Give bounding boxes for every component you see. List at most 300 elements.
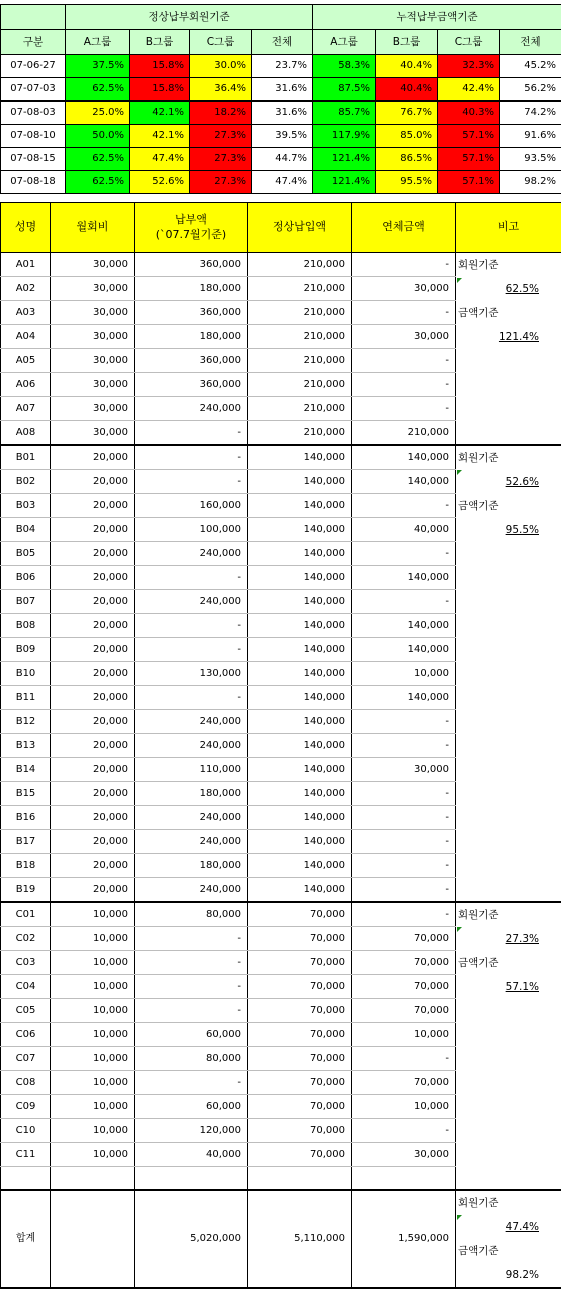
monthly-fee: 20,000 xyxy=(51,782,135,806)
summary-rate: 45.2% xyxy=(500,55,561,78)
overdue-amount: - xyxy=(352,854,456,878)
overdue-amount: - xyxy=(352,253,456,277)
summary-rate: 121.4% xyxy=(313,171,376,194)
monthly-fee: 20,000 xyxy=(51,470,135,494)
paid-amount: 240,000 xyxy=(135,710,248,734)
column-header: 구분 xyxy=(1,30,66,55)
monthly-fee: 30,000 xyxy=(51,253,135,277)
monthly-fee: 30,000 xyxy=(51,301,135,325)
remark-amount-basis-label: 금액기준 xyxy=(458,301,559,325)
paid-amount: 240,000 xyxy=(135,734,248,758)
blank-cell xyxy=(456,1167,561,1191)
normal-amount: 140,000 xyxy=(248,518,352,542)
monthly-fee: 20,000 xyxy=(51,518,135,542)
summary-rate: 42.1% xyxy=(130,101,190,125)
blank-cell xyxy=(248,1167,352,1191)
summary-row xyxy=(1,125,561,148)
normal-amount: 70,000 xyxy=(248,1143,352,1167)
paid-amount: 180,000 xyxy=(135,325,248,349)
remark-amount-basis-rate: 98.2% xyxy=(458,1263,559,1287)
summary-rate: 117.9% xyxy=(313,125,376,148)
group-header-amount-basis: 누적납부금액기준 xyxy=(313,5,561,30)
overdue-amount: 30,000 xyxy=(352,758,456,782)
member-name: C05 xyxy=(1,999,51,1023)
monthly-fee: 20,000 xyxy=(51,614,135,638)
member-name: B14 xyxy=(1,758,51,782)
member-name: B02 xyxy=(1,470,51,494)
summary-rate: 62.5% xyxy=(66,148,130,171)
remark-amount-basis-label: 금액기준 xyxy=(458,1239,559,1263)
summary-rate: 40.4% xyxy=(376,55,438,78)
summary-row xyxy=(1,101,561,125)
member-name: C08 xyxy=(1,1071,51,1095)
total-monthly-fee xyxy=(51,1190,135,1288)
normal-amount: 70,000 xyxy=(248,999,352,1023)
member-name: A08 xyxy=(1,421,51,446)
member-name: B08 xyxy=(1,614,51,638)
monthly-fee: 20,000 xyxy=(51,542,135,566)
normal-amount: 210,000 xyxy=(248,397,352,421)
member-name: B09 xyxy=(1,638,51,662)
normal-amount: 140,000 xyxy=(248,638,352,662)
normal-amount: 210,000 xyxy=(248,373,352,397)
paid-amount: 120,000 xyxy=(135,1119,248,1143)
summary-rate: 39.5% xyxy=(252,125,313,148)
comment-marker-icon xyxy=(457,470,462,475)
paid-amount: 240,000 xyxy=(135,542,248,566)
monthly-fee: 20,000 xyxy=(51,758,135,782)
member-name: C01 xyxy=(1,902,51,927)
remark-member-basis-rate: 62.5% xyxy=(458,277,559,301)
header-name: 성명 xyxy=(1,203,51,253)
paid-amount: 40,000 xyxy=(135,1143,248,1167)
monthly-fee: 10,000 xyxy=(51,1143,135,1167)
paid-amount: 130,000 xyxy=(135,662,248,686)
paid-amount: 240,000 xyxy=(135,397,248,421)
total-paid-amount: 5,020,000 xyxy=(135,1190,248,1288)
blank-cell xyxy=(352,1167,456,1191)
paid-amount: 60,000 xyxy=(135,1095,248,1119)
overdue-amount: - xyxy=(352,734,456,758)
overdue-amount: 40,000 xyxy=(352,518,456,542)
member-name: B05 xyxy=(1,542,51,566)
summary-rate: 40.3% xyxy=(438,101,500,125)
member-name: B18 xyxy=(1,854,51,878)
normal-amount: 210,000 xyxy=(248,301,352,325)
summary-rate: 86.5% xyxy=(376,148,438,171)
normal-amount: 70,000 xyxy=(248,902,352,927)
header-text-line: (`07.7월기준) xyxy=(156,228,226,241)
summary-rate: 31.6% xyxy=(252,78,313,102)
overdue-amount: - xyxy=(352,397,456,421)
summary-rate: 37.5% xyxy=(66,55,130,78)
column-header: C그룹 xyxy=(438,30,500,55)
paid-amount: 360,000 xyxy=(135,349,248,373)
member-name: A02 xyxy=(1,277,51,301)
monthly-fee: 10,000 xyxy=(51,1047,135,1071)
header-paid-amount xyxy=(135,203,248,253)
comment-marker-icon xyxy=(457,927,462,932)
summary-row xyxy=(1,78,561,102)
member-name: B06 xyxy=(1,566,51,590)
ledger-table xyxy=(0,202,561,1289)
monthly-fee: 10,000 xyxy=(51,902,135,927)
member-name: C06 xyxy=(1,1023,51,1047)
monthly-fee: 20,000 xyxy=(51,662,135,686)
monthly-fee: 10,000 xyxy=(51,1095,135,1119)
monthly-fee: 20,000 xyxy=(51,686,135,710)
normal-amount: 140,000 xyxy=(248,614,352,638)
monthly-fee: 10,000 xyxy=(51,975,135,999)
overdue-amount: - xyxy=(352,373,456,397)
member-name: B01 xyxy=(1,445,51,470)
member-name: B04 xyxy=(1,518,51,542)
summary-rate: 98.2% xyxy=(500,171,561,194)
normal-amount: 70,000 xyxy=(248,951,352,975)
remarks-cell xyxy=(456,445,561,902)
summary-rate: 27.3% xyxy=(190,171,252,194)
summary-rate: 57.1% xyxy=(438,148,500,171)
paid-amount: - xyxy=(135,951,248,975)
paid-amount: - xyxy=(135,445,248,470)
total-label: 합계 xyxy=(1,1190,51,1288)
overdue-amount: 210,000 xyxy=(352,421,456,446)
overdue-amount: - xyxy=(352,830,456,854)
paid-amount: - xyxy=(135,1071,248,1095)
overdue-amount: 30,000 xyxy=(352,1143,456,1167)
normal-amount: 140,000 xyxy=(248,782,352,806)
monthly-fee: 20,000 xyxy=(51,734,135,758)
monthly-fee: 30,000 xyxy=(51,397,135,421)
normal-amount: 140,000 xyxy=(248,470,352,494)
ledger-row xyxy=(1,902,561,927)
paid-amount: - xyxy=(135,638,248,662)
paid-amount: - xyxy=(135,470,248,494)
overdue-amount: - xyxy=(352,806,456,830)
summary-rate: 76.7% xyxy=(376,101,438,125)
blank-cell xyxy=(51,1167,135,1191)
normal-amount: 140,000 xyxy=(248,854,352,878)
remark-amount-basis-label: 금액기준 xyxy=(458,951,559,975)
summary-rate: 57.1% xyxy=(438,171,500,194)
paid-amount: 240,000 xyxy=(135,878,248,903)
header-normal-amount: 정상납입액 xyxy=(248,203,352,253)
summary-rate: 40.4% xyxy=(376,78,438,102)
overdue-amount: - xyxy=(352,301,456,325)
summary-row xyxy=(1,171,561,194)
summary-date: 07-07-03 xyxy=(1,78,66,102)
overdue-amount: - xyxy=(352,494,456,518)
summary-rate: 42.1% xyxy=(130,125,190,148)
member-name: B11 xyxy=(1,686,51,710)
column-header: B그룹 xyxy=(130,30,190,55)
monthly-fee: 30,000 xyxy=(51,277,135,301)
summary-rate: 50.0% xyxy=(66,125,130,148)
summary-rate: 27.3% xyxy=(190,148,252,171)
comment-marker-icon xyxy=(457,1215,462,1220)
paid-amount: 110,000 xyxy=(135,758,248,782)
overdue-amount: 140,000 xyxy=(352,614,456,638)
member-name: B15 xyxy=(1,782,51,806)
total-normal-amount: 5,110,000 xyxy=(248,1190,352,1288)
overdue-amount: 10,000 xyxy=(352,1095,456,1119)
paid-amount: - xyxy=(135,686,248,710)
paid-amount: 240,000 xyxy=(135,830,248,854)
summary-rate: 47.4% xyxy=(130,148,190,171)
column-header: A그룹 xyxy=(66,30,130,55)
monthly-fee: 20,000 xyxy=(51,878,135,903)
corner-cell xyxy=(1,5,66,30)
member-name: B17 xyxy=(1,830,51,854)
normal-amount: 140,000 xyxy=(248,590,352,614)
normal-amount: 140,000 xyxy=(248,662,352,686)
ledger-header-row xyxy=(1,203,561,253)
summary-rate: 87.5% xyxy=(313,78,376,102)
overdue-amount: 10,000 xyxy=(352,1023,456,1047)
overdue-amount: 70,000 xyxy=(352,927,456,951)
normal-amount: 70,000 xyxy=(248,927,352,951)
member-name: C03 xyxy=(1,951,51,975)
monthly-fee: 20,000 xyxy=(51,710,135,734)
overdue-amount: - xyxy=(352,782,456,806)
remark-member-basis-label: 회원기준 xyxy=(458,253,559,277)
normal-amount: 140,000 xyxy=(248,806,352,830)
monthly-fee: 10,000 xyxy=(51,1071,135,1095)
summary-rate: 57.1% xyxy=(438,125,500,148)
member-name: C07 xyxy=(1,1047,51,1071)
summary-rate: 62.5% xyxy=(66,78,130,102)
remark-block xyxy=(458,253,559,349)
summary-rate: 121.4% xyxy=(313,148,376,171)
summary-rate: 91.6% xyxy=(500,125,561,148)
overdue-amount: 10,000 xyxy=(352,662,456,686)
summary-rate: 52.6% xyxy=(130,171,190,194)
paid-amount: - xyxy=(135,614,248,638)
member-name: B10 xyxy=(1,662,51,686)
header-monthly-fee: 월회비 xyxy=(51,203,135,253)
normal-amount: 70,000 xyxy=(248,975,352,999)
monthly-fee: 20,000 xyxy=(51,806,135,830)
normal-amount: 140,000 xyxy=(248,758,352,782)
remark-block xyxy=(458,903,559,999)
overdue-amount: - xyxy=(352,902,456,927)
paid-amount: 180,000 xyxy=(135,277,248,301)
monthly-fee: 20,000 xyxy=(51,445,135,470)
normal-amount: 210,000 xyxy=(248,421,352,446)
normal-amount: 140,000 xyxy=(248,734,352,758)
remark-member-basis-label: 회원기준 xyxy=(458,1191,559,1215)
remark-member-basis-label: 회원기준 xyxy=(458,903,559,927)
remark-amount-basis-rate: 57.1% xyxy=(458,975,559,999)
blank-cell xyxy=(1,1167,51,1191)
paid-amount: - xyxy=(135,566,248,590)
paid-amount: 80,000 xyxy=(135,902,248,927)
overdue-amount: 30,000 xyxy=(352,277,456,301)
member-name: C11 xyxy=(1,1143,51,1167)
member-name: B19 xyxy=(1,878,51,903)
remark-member-basis-label: 회원기준 xyxy=(458,446,559,470)
remarks-cell xyxy=(456,253,561,446)
summary-rate: 15.8% xyxy=(130,78,190,102)
group-header-member-basis: 정상납부회원기준 xyxy=(66,5,313,30)
remark-member-basis-rate: 47.4% xyxy=(458,1215,559,1239)
summary-rate: 85.0% xyxy=(376,125,438,148)
paid-amount: 240,000 xyxy=(135,806,248,830)
remark-member-basis-rate: 52.6% xyxy=(458,470,559,494)
column-header: 전체 xyxy=(252,30,313,55)
member-name: C04 xyxy=(1,975,51,999)
summary-row xyxy=(1,55,561,78)
monthly-fee: 10,000 xyxy=(51,999,135,1023)
summary-date: 07-08-15 xyxy=(1,148,66,171)
monthly-fee: 20,000 xyxy=(51,566,135,590)
monthly-fee: 20,000 xyxy=(51,590,135,614)
remarks-cell xyxy=(456,902,561,1167)
blank-row xyxy=(1,1167,561,1191)
overdue-amount: 140,000 xyxy=(352,686,456,710)
overdue-amount: - xyxy=(352,590,456,614)
comment-marker-icon xyxy=(457,278,462,283)
normal-amount: 70,000 xyxy=(248,1071,352,1095)
column-header: B그룹 xyxy=(376,30,438,55)
summary-rate: 58.3% xyxy=(313,55,376,78)
summary-rate: 31.6% xyxy=(252,101,313,125)
monthly-fee: 10,000 xyxy=(51,927,135,951)
monthly-fee: 10,000 xyxy=(51,1023,135,1047)
paid-amount: 240,000 xyxy=(135,590,248,614)
column-header: A그룹 xyxy=(313,30,376,55)
summary-rate: 85.7% xyxy=(313,101,376,125)
member-name: C09 xyxy=(1,1095,51,1119)
paid-amount: 160,000 xyxy=(135,494,248,518)
overdue-amount: 140,000 xyxy=(352,638,456,662)
summary-rate: 47.4% xyxy=(252,171,313,194)
header-remarks: 비고 xyxy=(456,203,561,253)
summary-date: 07-08-18 xyxy=(1,171,66,194)
total-overdue-amount: 1,590,000 xyxy=(352,1190,456,1288)
paid-amount: 80,000 xyxy=(135,1047,248,1071)
overdue-amount: 70,000 xyxy=(352,999,456,1023)
paid-amount: 360,000 xyxy=(135,373,248,397)
summary-column-header-row xyxy=(1,30,561,55)
normal-amount: 140,000 xyxy=(248,830,352,854)
normal-amount: 140,000 xyxy=(248,542,352,566)
member-name: A01 xyxy=(1,253,51,277)
paid-amount: - xyxy=(135,421,248,446)
overdue-amount: - xyxy=(352,542,456,566)
overdue-amount: - xyxy=(352,1047,456,1071)
summary-rate: 30.0% xyxy=(190,55,252,78)
monthly-fee: 30,000 xyxy=(51,325,135,349)
normal-amount: 140,000 xyxy=(248,710,352,734)
overdue-amount: 30,000 xyxy=(352,325,456,349)
overdue-amount: 70,000 xyxy=(352,975,456,999)
paid-amount: 60,000 xyxy=(135,1023,248,1047)
paid-amount: 180,000 xyxy=(135,854,248,878)
remark-block xyxy=(458,446,559,542)
normal-amount: 210,000 xyxy=(248,325,352,349)
normal-amount: 140,000 xyxy=(248,445,352,470)
summary-table xyxy=(0,4,561,194)
normal-amount: 140,000 xyxy=(248,686,352,710)
normal-amount: 70,000 xyxy=(248,1047,352,1071)
normal-amount: 140,000 xyxy=(248,566,352,590)
overdue-amount: - xyxy=(352,349,456,373)
monthly-fee: 30,000 xyxy=(51,373,135,397)
overdue-amount: 70,000 xyxy=(352,951,456,975)
paid-amount: 360,000 xyxy=(135,253,248,277)
normal-amount: 140,000 xyxy=(248,494,352,518)
summary-rate: 18.2% xyxy=(190,101,252,125)
paid-amount: 100,000 xyxy=(135,518,248,542)
summary-rate: 27.3% xyxy=(190,125,252,148)
summary-rate: 62.5% xyxy=(66,171,130,194)
overdue-amount: 140,000 xyxy=(352,470,456,494)
overdue-amount: 140,000 xyxy=(352,566,456,590)
monthly-fee: 20,000 xyxy=(51,830,135,854)
overdue-amount: - xyxy=(352,1119,456,1143)
member-name: B03 xyxy=(1,494,51,518)
summary-rate: 44.7% xyxy=(252,148,313,171)
summary-date: 07-08-10 xyxy=(1,125,66,148)
member-name: B13 xyxy=(1,734,51,758)
summary-rate: 74.2% xyxy=(500,101,561,125)
monthly-fee: 30,000 xyxy=(51,421,135,446)
summary-row xyxy=(1,148,561,171)
summary-date: 07-08-03 xyxy=(1,101,66,125)
summary-rate: 25.0% xyxy=(66,101,130,125)
member-name: B16 xyxy=(1,806,51,830)
summary-rate: 42.4% xyxy=(438,78,500,102)
summary-date: 07-06-27 xyxy=(1,55,66,78)
overdue-amount: 140,000 xyxy=(352,445,456,470)
monthly-fee: 20,000 xyxy=(51,854,135,878)
monthly-fee: 10,000 xyxy=(51,951,135,975)
summary-rate: 56.2% xyxy=(500,78,561,102)
normal-amount: 70,000 xyxy=(248,1023,352,1047)
normal-amount: 70,000 xyxy=(248,1095,352,1119)
member-name: B12 xyxy=(1,710,51,734)
header-overdue-amount: 연체금액 xyxy=(352,203,456,253)
paid-amount: - xyxy=(135,999,248,1023)
remark-amount-basis-label: 금액기준 xyxy=(458,494,559,518)
overdue-amount: 70,000 xyxy=(352,1071,456,1095)
monthly-fee: 20,000 xyxy=(51,494,135,518)
member-name: B07 xyxy=(1,590,51,614)
summary-group-header-row xyxy=(1,5,561,30)
member-name: A05 xyxy=(1,349,51,373)
paid-amount: 180,000 xyxy=(135,782,248,806)
total-remarks-cell xyxy=(456,1190,561,1288)
normal-amount: 210,000 xyxy=(248,253,352,277)
paid-amount: 360,000 xyxy=(135,301,248,325)
normal-amount: 70,000 xyxy=(248,1119,352,1143)
column-header: 전체 xyxy=(500,30,561,55)
monthly-fee: 10,000 xyxy=(51,1119,135,1143)
blank-cell xyxy=(135,1167,248,1191)
summary-rate: 93.5% xyxy=(500,148,561,171)
overdue-amount: - xyxy=(352,710,456,734)
member-name: C02 xyxy=(1,927,51,951)
total-row xyxy=(1,1190,561,1288)
summary-rate: 95.5% xyxy=(376,171,438,194)
column-header: C그룹 xyxy=(190,30,252,55)
overdue-amount: - xyxy=(352,878,456,903)
summary-rate: 15.8% xyxy=(130,55,190,78)
normal-amount: 140,000 xyxy=(248,878,352,903)
member-name: A04 xyxy=(1,325,51,349)
ledger-row xyxy=(1,445,561,470)
